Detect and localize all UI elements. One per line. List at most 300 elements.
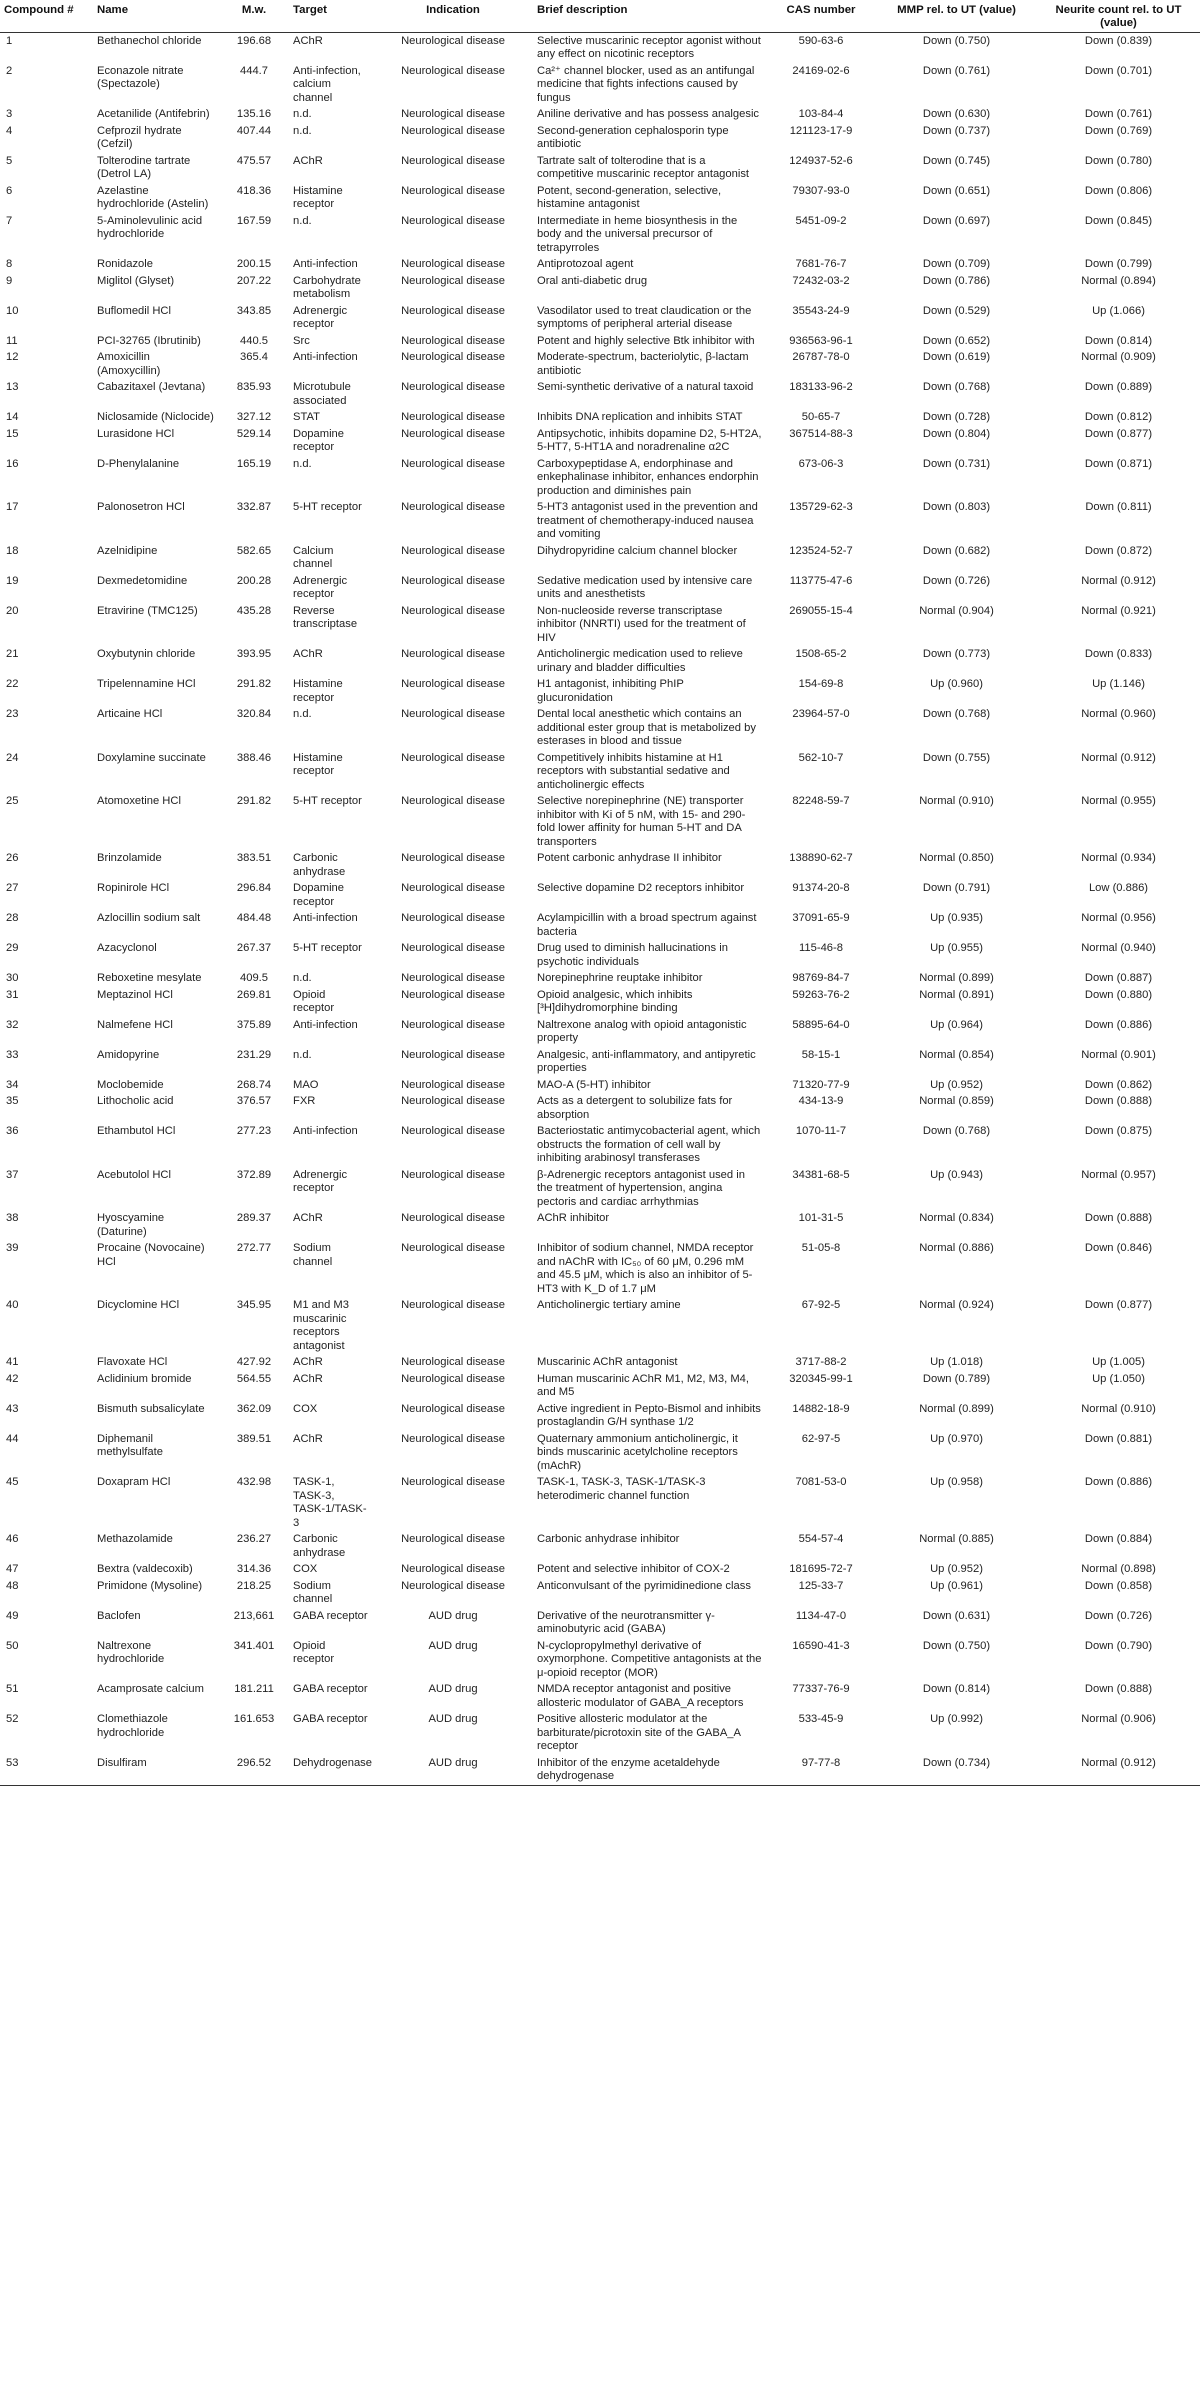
- neurite-count-cell: Down (0.871): [1084, 457, 1153, 470]
- description-cell: Semi-synthetic derivative of a natural taxoid: [537, 381, 754, 393]
- molecular-weight-cell: 388.46: [236, 751, 272, 764]
- molecular-weight-cell: 393.95: [236, 648, 272, 660]
- neurite-count-cell: Down (0.858): [1084, 1579, 1153, 1592]
- molecular-weight-cell: 167.59: [236, 214, 272, 227]
- table-row: [0, 851, 1200, 881]
- name-cell: Amidopyrine: [97, 1048, 160, 1061]
- table-row: [0, 987, 1200, 1017]
- table-row: [0, 1401, 1200, 1431]
- cas-number-cell: 37091-65-9: [792, 912, 850, 924]
- name-cell: Niclosamide (Niclocide): [97, 411, 214, 423]
- target-cell: n.d.: [293, 457, 312, 470]
- neurite-count-cell: Down (0.888): [1084, 1095, 1153, 1107]
- table-row: [0, 881, 1200, 911]
- target-cell: Carbonic anhydrase: [293, 1533, 346, 1559]
- indication-cell: Neurological disease: [401, 411, 505, 423]
- description-cell: Dental local anesthetic which contains an additional ester group that is metabolized by esterases in blood and tissue: [537, 708, 756, 747]
- description-cell: TASK-1, TASK-3, TASK-1/TASK-3 heterodimeric channel function: [537, 1476, 706, 1502]
- cas-number-cell: 91374-20-8: [792, 882, 850, 894]
- name-cell: Cefprozil hydrate (Cefzil): [97, 124, 182, 150]
- compound-number-cell: 25: [6, 795, 19, 807]
- molecular-weight-cell: 418.36: [236, 184, 272, 197]
- molecular-weight-cell: 372.89: [236, 1168, 272, 1181]
- indication-cell: AUD drug: [428, 1683, 478, 1695]
- neurite-count-cell: Normal (0.957): [1081, 1168, 1156, 1181]
- indication-cell: Neurological disease: [401, 34, 505, 47]
- description-cell: Bacteriostatic antimycobacterial agent, which obstructs the formation of cell wall by inhibiting arabinosyl transferases: [537, 1125, 761, 1164]
- description-cell: Antiprotozoal agent: [537, 258, 634, 270]
- mmp-cell: Down (0.768): [922, 381, 991, 393]
- target-cell: TASK-1, TASK-3, TASK-1/TASK-3: [293, 1476, 367, 1529]
- header-target: Target: [289, 0, 373, 33]
- cas-number-cell: 7681-76-7: [795, 258, 847, 270]
- indication-cell: Neurological disease: [401, 544, 505, 557]
- target-cell: 5-HT receptor: [293, 501, 362, 513]
- compound-number-cell: 49: [6, 1609, 19, 1622]
- indication-cell: Neurological disease: [401, 852, 505, 864]
- target-cell: GABA receptor: [293, 1683, 368, 1695]
- mmp-cell: Down (0.761): [922, 64, 991, 77]
- target-cell: Adrenergic receptor: [293, 574, 348, 600]
- name-cell: Ethambutol HCl: [97, 1125, 176, 1137]
- neurite-count-cell: Up (1.066): [1092, 304, 1145, 317]
- target-cell: GABA receptor: [293, 1713, 368, 1725]
- name-cell: Clomethiazole hydrochloride: [97, 1713, 168, 1739]
- indication-cell: Neurological disease: [401, 258, 505, 270]
- indication-cell: Neurological disease: [401, 64, 505, 77]
- table-row: [0, 1094, 1200, 1124]
- molecular-weight-cell: 161.653: [233, 1713, 275, 1725]
- compound-number-cell: 5: [6, 154, 13, 167]
- table-row: [0, 333, 1200, 350]
- neurite-count-cell: Down (0.726): [1084, 1609, 1153, 1622]
- molecular-weight-cell: 440.5: [240, 334, 268, 347]
- cas-number-cell: 23964-57-0: [792, 708, 850, 720]
- target-cell: Dopamine receptor: [293, 427, 344, 453]
- description-cell: Inhibits DNA replication and inhibits STAT: [537, 411, 743, 423]
- cas-number-cell: 51-05-8: [801, 1242, 841, 1254]
- description-cell: Antipsychotic, inhibits dopamine D2, 5-HT2A, 5-HT7, 5-HT1A and noradrenaline α2C: [537, 427, 762, 453]
- target-cell: MAO: [293, 1078, 319, 1091]
- molecular-weight-cell: 314.36: [236, 1563, 272, 1575]
- target-cell: Carbohydrate metabolism: [293, 274, 361, 300]
- target-cell: Adrenergic receptor: [293, 1168, 348, 1194]
- name-cell: Azelastine hydrochloride (Astelin): [97, 184, 209, 210]
- header-indication: Indication: [373, 0, 533, 33]
- table-row: [0, 153, 1200, 183]
- cas-number-cell: 673-06-3: [798, 457, 844, 470]
- name-cell: Miglitol (Glyset): [97, 274, 175, 287]
- mmp-cell: Up (0.952): [930, 1563, 983, 1575]
- neurite-count-cell: Normal (0.898): [1081, 1563, 1156, 1575]
- target-cell: Calcium channel: [293, 544, 334, 570]
- cas-number-cell: 103-84-4: [798, 108, 844, 120]
- molecular-weight-cell: 362.09: [236, 1402, 272, 1415]
- table-row: [0, 1047, 1200, 1077]
- name-cell: Tripelennamine HCl: [97, 678, 196, 690]
- mmp-cell: Down (0.630): [922, 108, 991, 120]
- compound-number-cell: 2: [6, 64, 13, 77]
- table-row: [0, 1211, 1200, 1241]
- description-cell: Potent carbonic anhydrase II inhibitor: [537, 852, 722, 864]
- table-row: [0, 941, 1200, 971]
- mmp-cell: Up (0.992): [930, 1713, 983, 1725]
- molecular-weight-cell: 320.84: [236, 708, 272, 720]
- cas-number-cell: 183133-96-2: [789, 381, 853, 393]
- target-cell: Anti-infection: [293, 1125, 358, 1137]
- description-cell: AChR inhibitor: [537, 1212, 610, 1224]
- target-cell: COX: [293, 1563, 318, 1575]
- name-cell: Aclidinium bromide: [97, 1372, 192, 1385]
- table-row: [0, 971, 1200, 988]
- mmp-cell: Down (0.814): [922, 1683, 991, 1695]
- mmp-cell: Up (0.964): [930, 1018, 983, 1031]
- compound-number-cell: 47: [6, 1563, 19, 1575]
- compound-number-cell: 19: [6, 574, 19, 587]
- mmp-cell: Up (0.943): [930, 1168, 983, 1181]
- description-cell: Carboxypeptidase A, endorphinase and enkephalinase inhibitor, enhances endorphin production and diminishes pain: [537, 457, 759, 497]
- description-cell: Potent and highly selective Btk inhibitor with: [537, 334, 755, 347]
- name-cell: Econazole nitrate (Spectazole): [97, 64, 184, 90]
- compound-number-cell: 14: [6, 411, 19, 423]
- molecular-weight-cell: 289.37: [236, 1212, 272, 1224]
- compound-number-cell: 31: [6, 988, 19, 1001]
- description-cell: Anticholinergic medication used to relieve urinary and bladder difficulties: [537, 648, 743, 674]
- name-cell: Palonosetron HCl: [97, 501, 185, 513]
- mmp-cell: Normal (0.885): [919, 1533, 994, 1545]
- neurite-count-cell: Normal (0.906): [1081, 1713, 1156, 1725]
- cas-number-cell: 24169-02-6: [792, 64, 850, 77]
- cas-number-cell: 135729-62-3: [789, 501, 853, 513]
- name-cell: Ronidazole: [97, 258, 153, 270]
- table-row: [0, 1431, 1200, 1475]
- molecular-weight-cell: 135.16: [236, 108, 272, 120]
- mmp-cell: Down (0.734): [876, 1755, 1037, 1786]
- description-cell: Selective muscarinic receptor agonist without any effect on nicotinic receptors: [537, 34, 761, 60]
- indication-cell: Neurological disease: [401, 427, 505, 440]
- indication-cell: Neurological disease: [401, 1402, 505, 1415]
- cas-number-cell: 101-31-5: [798, 1212, 844, 1224]
- header-name: Name: [93, 0, 219, 33]
- neurite-count-cell: Up (1.050): [1092, 1372, 1145, 1385]
- indication-cell: Neurological disease: [401, 274, 505, 287]
- cas-number-cell: 34381-68-5: [792, 1168, 850, 1181]
- description-cell: Oral anti-diabetic drug: [537, 274, 648, 287]
- description-cell: Carbonic anhydrase inhibitor: [537, 1533, 680, 1545]
- description-cell: Sedative medication used by intensive care units and anesthetists: [537, 574, 753, 600]
- indication-cell: Neurological disease: [401, 1168, 505, 1181]
- target-cell: M1 and M3 muscarinic receptors antagonist: [293, 1299, 349, 1352]
- mmp-cell: Up (0.970): [930, 1432, 983, 1445]
- indication-cell: Neurological disease: [401, 334, 505, 347]
- molecular-weight-cell: 200.15: [236, 258, 272, 270]
- target-cell: COX: [293, 1402, 318, 1415]
- compound-number-cell: 43: [6, 1402, 19, 1415]
- target-cell: n.d.: [293, 108, 312, 120]
- target-cell: Anti-infection, calcium channel: [293, 64, 361, 104]
- compound-number-cell: 15: [6, 427, 19, 440]
- molecular-weight-cell: 475.57: [236, 154, 272, 167]
- name-cell: Ropinirole HCl: [97, 882, 170, 894]
- table-row: [0, 911, 1200, 941]
- name-cell: Doxylamine succinate: [97, 751, 206, 764]
- mmp-cell: Down (0.651): [922, 184, 991, 197]
- table-row: [0, 380, 1200, 410]
- table-body: [0, 33, 1200, 1786]
- table-row: [0, 1355, 1200, 1372]
- name-cell: Etravirine (TMC125): [97, 604, 198, 617]
- compound-number-cell: 6: [6, 184, 13, 197]
- description-cell: N-cyclopropylmethyl derivative of oxymorphone. Competitive antagonists at the μ-opioid receptor (MOR): [537, 1639, 762, 1679]
- molecular-weight-cell: 345.95: [236, 1299, 272, 1311]
- compound-number-cell: 26: [6, 852, 19, 864]
- indication-cell: AUD drug: [428, 1713, 478, 1725]
- table-row: [0, 1578, 1200, 1608]
- description-cell: Inhibitor of sodium channel, NMDA receptor and nAChR with IC₅₀ of 60 μM, 0.296 mM and 45.5 μM, which is also an inhibitor of 5-HT3 with K_D of 1.7 μM: [537, 1242, 754, 1295]
- name-cell: Buflomedil HCl: [97, 304, 171, 317]
- mmp-cell: Down (0.768): [922, 708, 991, 720]
- target-cell: Sodium channel: [293, 1579, 333, 1605]
- molecular-weight-cell: 218.25: [236, 1579, 272, 1592]
- molecular-weight-cell: 383.51: [236, 852, 272, 864]
- description-cell: Muscarinic AChR antagonist: [537, 1356, 678, 1368]
- description-cell: MAO-A (5-HT) inhibitor: [537, 1078, 651, 1091]
- target-cell: Carbonic anhydrase: [293, 852, 346, 878]
- target-cell: Dopamine receptor: [293, 882, 344, 908]
- molecular-weight-cell: 296.52: [219, 1755, 289, 1786]
- table-row: [0, 1017, 1200, 1047]
- name-cell: Dexmedetomidine: [97, 574, 188, 587]
- cas-number-cell: 26787-78-0: [792, 351, 850, 363]
- neurite-count-cell: Down (0.877): [1084, 1299, 1153, 1311]
- name-cell: Methazolamide: [97, 1533, 173, 1545]
- header-molecular-weight: M.w.: [219, 0, 289, 33]
- compound-number-cell: 45: [6, 1476, 19, 1488]
- cas-number-cell: 554-57-4: [798, 1533, 844, 1545]
- cas-number-cell: 154-69-8: [798, 678, 844, 690]
- description-cell: Positive allosteric modulator at the barbiturate/picrotoxin site of the GABA_A receptor: [537, 1713, 741, 1752]
- header-neurite-count: Neurite count rel. to UT (value): [1037, 0, 1200, 33]
- name-cell: Azacyclonol: [97, 942, 157, 954]
- molecular-weight-cell: 327.12: [236, 411, 272, 423]
- name-cell: Acamprosate calcium: [97, 1683, 204, 1695]
- compound-number-cell: 16: [6, 457, 19, 470]
- description-cell: Intermediate in heme biosynthesis in the body and the universal precursor of tetrapyrroles: [537, 214, 738, 254]
- name-cell: Baclofen: [97, 1609, 141, 1622]
- description-cell: Drug used to diminish hallucinations in psychotic individuals: [537, 942, 728, 968]
- name-cell: Acetanilide (Antifebrin): [97, 108, 210, 120]
- mmp-cell: Down (0.697): [922, 214, 991, 227]
- neurite-count-cell: Normal (0.955): [1081, 795, 1156, 807]
- indication-cell: Neurological disease: [401, 381, 505, 393]
- cas-number-cell: 67-92-5: [801, 1299, 841, 1311]
- target-cell: STAT: [293, 411, 320, 423]
- molecular-weight-cell: 231.29: [236, 1048, 272, 1061]
- name-cell: D-Phenylalanine: [97, 457, 180, 470]
- molecular-weight-cell: 291.82: [236, 795, 272, 807]
- compound-number-cell: 50: [6, 1639, 19, 1652]
- cas-number-cell: 59263-76-2: [792, 988, 850, 1001]
- mmp-cell: Normal (0.834): [919, 1212, 994, 1224]
- mmp-cell: Normal (0.904): [919, 604, 994, 617]
- target-cell: Histamine receptor: [293, 678, 343, 704]
- mmp-cell: Normal (0.891): [919, 988, 994, 1001]
- compound-number-cell: 33: [6, 1048, 19, 1061]
- mmp-cell: Down (0.631): [922, 1609, 991, 1622]
- neurite-count-cell: Normal (0.912): [1081, 751, 1156, 764]
- description-cell: Naltrexone analog with opioid antagonistic property: [537, 1018, 747, 1044]
- neurite-count-cell: Down (0.886): [1084, 1476, 1153, 1488]
- name-cell: PCI-32765 (Ibrutinib): [97, 334, 201, 347]
- mmp-cell: Down (0.619): [922, 351, 991, 363]
- indication-cell: Neurological disease: [401, 942, 505, 954]
- neurite-count-cell: Normal (0.940): [1081, 942, 1156, 954]
- indication-cell: Neurological disease: [401, 604, 505, 617]
- indication-cell: Neurological disease: [401, 1432, 505, 1445]
- molecular-weight-cell: 444.7: [240, 64, 268, 77]
- indication-cell: Neurological disease: [401, 988, 505, 1001]
- target-cell: AChR: [293, 1212, 323, 1224]
- cas-number-cell: 123524-52-7: [789, 544, 853, 557]
- header-brief-description: Brief description: [533, 0, 766, 33]
- name-cell: Dicyclomine HCl: [97, 1299, 180, 1311]
- description-cell: Dihydropyridine calcium channel blocker: [537, 544, 738, 557]
- neurite-count-cell: Down (0.806): [1084, 184, 1153, 197]
- target-cell: Anti-infection: [293, 351, 358, 363]
- target-cell: AChR: [293, 1372, 323, 1385]
- name-cell: Lurasidone HCl: [97, 427, 175, 440]
- mmp-cell: Down (0.745): [922, 154, 991, 167]
- target-cell: n.d.: [293, 708, 312, 720]
- neurite-count-cell: Normal (0.910): [1081, 1402, 1156, 1415]
- cas-number-cell: 115-46-8: [799, 942, 843, 954]
- indication-cell: Neurological disease: [401, 574, 505, 587]
- cas-number-cell: 533-45-9: [798, 1713, 844, 1725]
- table-row: [0, 1562, 1200, 1579]
- target-cell: Anti-infection: [293, 912, 358, 924]
- description-cell: Ca²⁺ channel blocker, used as an antifungal medicine that fights infections caused by fungus: [537, 64, 755, 104]
- compound-number-cell: 11: [6, 334, 18, 347]
- molecular-weight-cell: 341.401: [233, 1639, 275, 1652]
- neurite-count-cell: Down (0.881): [1084, 1432, 1153, 1445]
- neurite-count-cell: Normal (0.901): [1081, 1048, 1156, 1061]
- mmp-cell: Normal (0.854): [919, 1048, 994, 1061]
- mmp-cell: Down (0.652): [922, 334, 991, 347]
- indication-cell: Neurological disease: [401, 304, 505, 317]
- molecular-weight-cell: 432.98: [236, 1476, 272, 1488]
- table-row: [0, 257, 1200, 274]
- table-row: [0, 1532, 1200, 1562]
- cas-number-cell: 82248-59-7: [792, 795, 850, 807]
- cas-number-cell: 1070-11-7: [795, 1125, 847, 1137]
- molecular-weight-cell: 269.81: [236, 988, 272, 1001]
- compound-number-cell: 35: [6, 1095, 19, 1107]
- target-cell: 5-HT receptor: [293, 942, 362, 954]
- neurite-count-cell: Down (0.814): [1084, 334, 1153, 347]
- mmp-cell: Up (0.958): [930, 1476, 983, 1488]
- neurite-count-cell: Down (0.780): [1084, 154, 1153, 167]
- cas-number-cell: 50-65-7: [801, 411, 841, 423]
- name-cell: Oxybutynin chloride: [97, 648, 196, 660]
- compound-number-cell: 9: [6, 274, 13, 287]
- description-cell: Inhibitor of the enzyme acetaldehyde dehydrogenase: [533, 1755, 766, 1786]
- cas-number-cell: 121123-17-9: [789, 124, 853, 137]
- table-row: [0, 410, 1200, 427]
- neurite-count-cell: Normal (0.956): [1081, 912, 1156, 924]
- mmp-cell: Down (0.750): [922, 34, 991, 47]
- cas-number-cell: 1134-47-0: [795, 1609, 847, 1622]
- indication-cell: Neurological disease: [401, 351, 505, 363]
- cas-number-cell: 1508-65-2: [795, 648, 847, 660]
- molecular-weight-cell: 291.82: [236, 678, 272, 690]
- cas-number-cell: 3717-88-2: [795, 1356, 847, 1368]
- table-row: [0, 1755, 1200, 1786]
- mmp-cell: Down (0.791): [922, 882, 991, 894]
- molecular-weight-cell: 296.84: [236, 882, 272, 894]
- indication-cell: Neurological disease: [401, 457, 505, 470]
- neurite-count-cell: Down (0.888): [1084, 1212, 1153, 1224]
- compound-number-cell: 21: [6, 648, 19, 660]
- molecular-weight-cell: 376.57: [236, 1095, 272, 1107]
- indication-cell: AUD drug: [428, 1639, 478, 1652]
- target-cell: Opioid receptor: [293, 1639, 335, 1665]
- indication-cell: Neurological disease: [401, 1563, 505, 1575]
- mmp-cell: Up (0.955): [930, 942, 983, 954]
- table-row: [0, 273, 1200, 303]
- compound-number-cell: 22: [6, 678, 19, 690]
- compound-number-cell: 52: [6, 1713, 19, 1725]
- description-cell: Selective norepinephrine (NE) transporter inhibitor with Ki of 5 nM, with 15- and 290-fold lower affinity for human 5-HT and DA transporters: [537, 795, 746, 848]
- table-row: [0, 500, 1200, 544]
- neurite-count-cell: Down (0.875): [1084, 1125, 1153, 1137]
- indication-cell: Neurological disease: [401, 1533, 505, 1545]
- table-header-row: [0, 0, 1200, 33]
- molecular-weight-cell: 427.92: [236, 1356, 272, 1368]
- molecular-weight-cell: 207.22: [236, 274, 272, 287]
- neurite-count-cell: Down (0.887): [1084, 972, 1153, 984]
- description-cell: Potent and selective inhibitor of COX-2: [537, 1563, 730, 1575]
- name-cell: Amoxicillin (Amoxycillin): [97, 351, 161, 377]
- mmp-cell: Down (0.731): [922, 457, 991, 470]
- cas-number-cell: 77337-76-9: [792, 1683, 850, 1695]
- neurite-count-cell: Normal (0.912): [1037, 1755, 1200, 1786]
- neurite-count-cell: Down (0.872): [1084, 544, 1153, 557]
- indication-cell: Neurological disease: [401, 1372, 505, 1385]
- mmp-cell: Normal (0.859): [919, 1095, 994, 1107]
- description-cell: Human muscarinic AChR M1, M2, M3, M4, and M5: [537, 1372, 749, 1398]
- molecular-weight-cell: 409.5: [240, 972, 268, 984]
- indication-cell: Neurological disease: [401, 1018, 505, 1031]
- header-cas-number: CAS number: [766, 0, 876, 33]
- compound-number-cell: 48: [6, 1579, 19, 1592]
- table-row: [0, 794, 1200, 851]
- indication-cell: Neurological disease: [401, 184, 505, 197]
- target-cell: AChR: [293, 1432, 323, 1445]
- mmp-cell: Down (0.789): [922, 1372, 991, 1385]
- compound-number-cell: 38: [6, 1212, 19, 1224]
- molecular-weight-cell: 267.37: [236, 942, 272, 954]
- indication-cell: Neurological disease: [401, 751, 505, 764]
- target-cell: n.d.: [293, 1048, 312, 1061]
- compound-number-cell: 7: [6, 214, 13, 227]
- compound-number-cell: 4: [6, 124, 13, 137]
- target-cell: Microtubule associated: [293, 381, 351, 407]
- target-cell: Anti-infection: [293, 258, 358, 270]
- compound-number-cell: 37: [6, 1168, 19, 1181]
- mmp-cell: Down (0.682): [922, 544, 991, 557]
- description-cell: H1 antagonist, inhibiting PhIP glucuronidation: [537, 678, 684, 704]
- molecular-weight-cell: 181.211: [234, 1683, 274, 1695]
